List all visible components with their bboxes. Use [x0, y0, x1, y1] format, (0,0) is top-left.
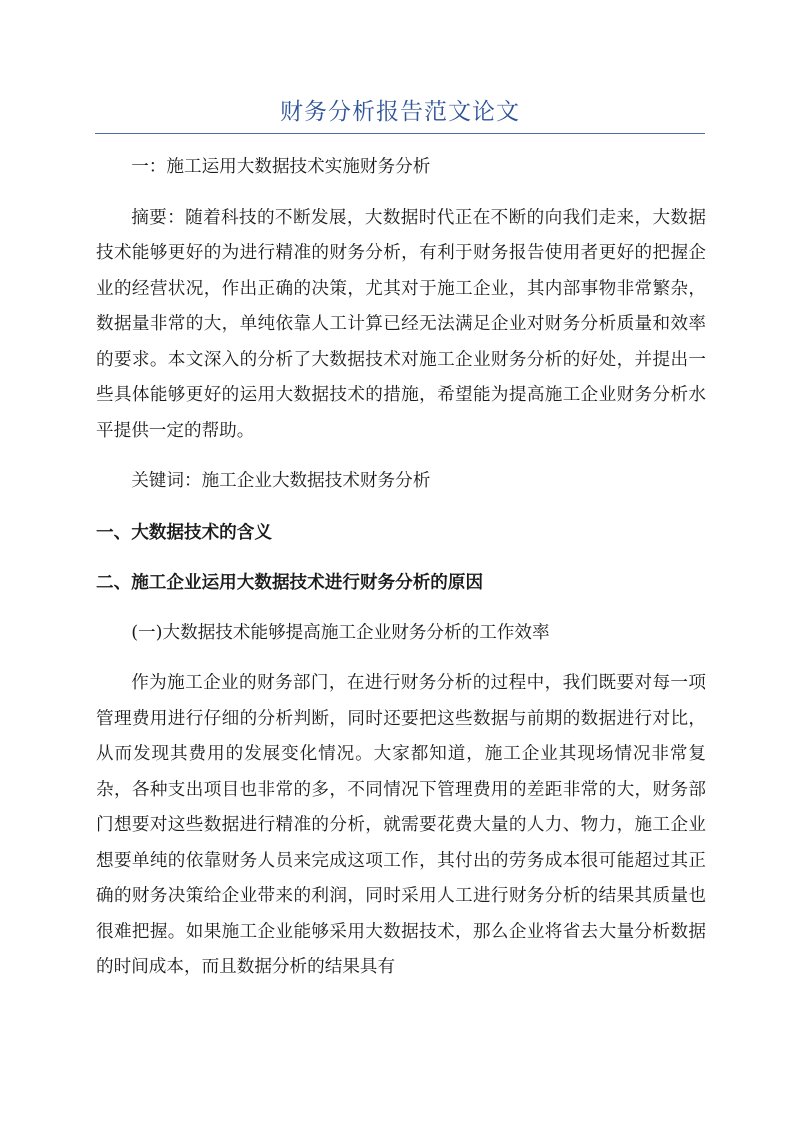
title-underline [95, 133, 705, 134]
spacer [96, 500, 706, 515]
body-paragraph: 作为施工企业的财务部门，在进行财务分析的过程中，我们既要对每一项管理费用进行仔细的分析判断，同时还要把这些数据与前期的数据进行对比，从而发现其费用的发展变化情况。大家都知道，施工企业其现场情况非常复杂，各种支出项目也非常的多，不同情况下管理费用的差距非常的大，财务部门想要对这些数据进行精准的分析，就需要花费大量的人力、物力，施工企业想要单纯的依靠财务人员来完成这项工作，其付出的劳务成本很可能超过其正确的财务决策给企业带来的利润，同时采用人工进行财务分析的结果其质量也很难把握。如果施工企业能够采用大数据技术，那么企业将省去大量分析数据的时间成本，而且数据分析的结果具有 [96, 673, 706, 977]
document-title: 财务分析报告范文论文 [280, 99, 520, 125]
keywords-line: 关键词：施工企业大数据技术财务分析 [131, 471, 431, 491]
spacer [96, 651, 706, 666]
spacer [96, 550, 706, 565]
spacer [96, 449, 706, 464]
heading-meaning: 一、大数据技术的含义 [96, 521, 272, 543]
spacer [96, 186, 706, 201]
abstract-paragraph: 摘要：随着科技的不断发展，大数据时代正在不断的向我们走来，大数据技术能够更好的为进行精准的财务分析，有利于财务报告使用者更好的把握企业的经营状况，作出正确的决策，尤其对于施工企业，其内部事物非常繁杂，数据量非常的大，单纯依靠人工计算已经无法满足企业对财务分析质量和效率的要求。本文深入的分析了大数据技术对施工企业财务分析的好处，并提出一些具体能够更好的运用大数据技术的措施，希望能为提高施工企业财务分析水平提供一定的帮助。 [96, 207, 706, 441]
section-intro: 一：施工运用大数据技术实施财务分析 [131, 157, 431, 177]
subheading-efficiency: (一)大数据技术能够提高施工企业财务分析的工作效率 [131, 622, 550, 643]
spacer [96, 601, 706, 616]
document-body [96, 150, 706, 986]
heading-reasons: 二、施工企业运用大数据技术进行财务分析的原因 [96, 572, 484, 593]
